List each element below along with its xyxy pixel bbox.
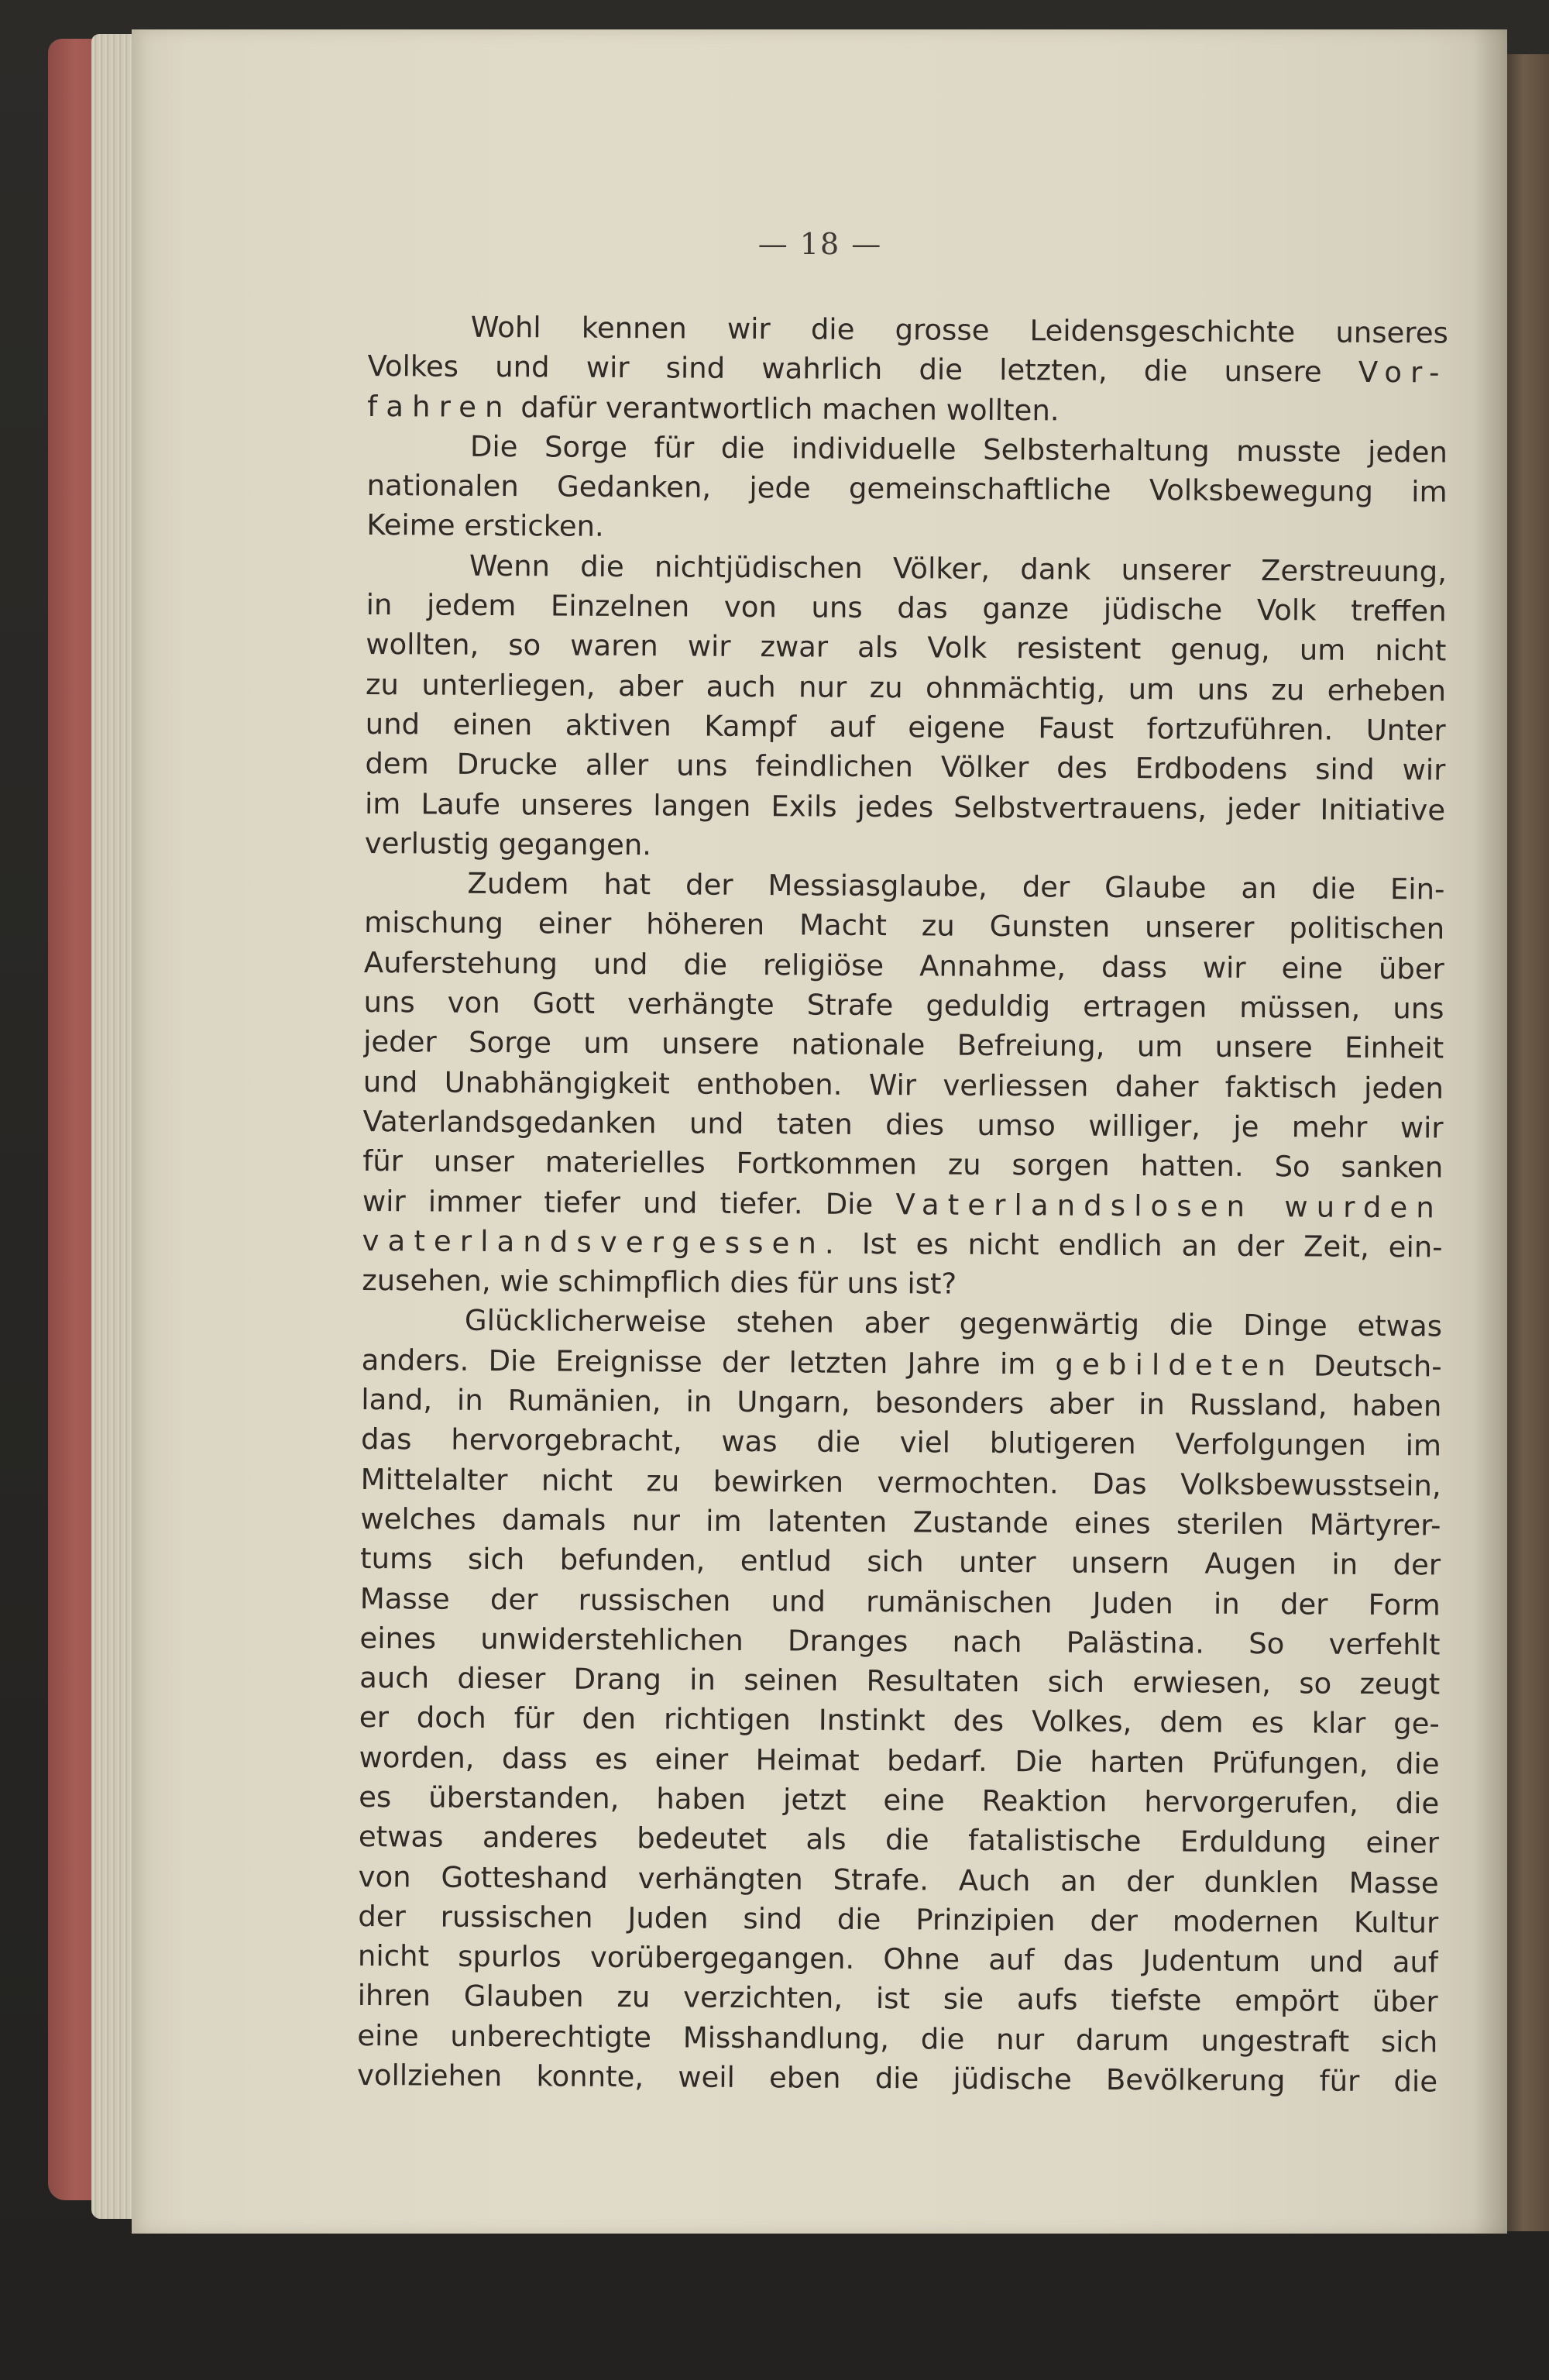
text-segment: Volkes und wir sind wahrlich die letzten, die unsere [367, 349, 1322, 389]
text-line: und einen aktiven Kampf auf eigene Faust fortzuführen. Unter [365, 707, 1446, 748]
text-line: verlustig gegangen. [364, 826, 652, 862]
text-line: uns von Gott verhängte Strafe geduldig ertragen müssen, uns [363, 985, 1444, 1026]
text-line: und Unabhängigkeit enthoben. Wir verliessen daher faktisch jeden [362, 1064, 1444, 1106]
text-line: ihren Glauben zu verzichten, ist sie aufs tiefste empört über [357, 1979, 1438, 2019]
text-line: land, in Rumänien, in Ungarn, besonders aber in Russland, haben [361, 1382, 1442, 1423]
text-line: er doch für den richtigen Instinkt des Volkes, dem es klar ge- [359, 1701, 1440, 1741]
spaced-word: Vaterlandslosen wurden [895, 1187, 1444, 1225]
text-line: Die Sorge für die individuelle Selbsterhaltung musste jeden [469, 429, 1448, 469]
text-line: das hervorgebracht, was die viel blutigeren Verfolgungen im [360, 1422, 1442, 1463]
text-line: Glücklicherweise stehen aber gegenwärtig die Dinge etwas [464, 1304, 1443, 1343]
spaced-word: fahren [367, 389, 512, 424]
text-line [367, 346, 1448, 393]
spaced-word: gebildeten [1055, 1347, 1294, 1383]
text-segment: dafür verantwortlich machen wollten. [520, 390, 1060, 428]
text-segment: Deutsch- [1313, 1349, 1442, 1384]
text-line: Wohl kennen wir die grosse Leidensgeschichte unseres [470, 310, 1448, 350]
text-line: auch dieser Drang in seinen Resultaten sich erwiesen, so zeugt [359, 1661, 1441, 1701]
text-line: etwas anderes bedeutet als die fatalistische Erduldung einer [358, 1820, 1440, 1860]
page-number: — 18 — [757, 227, 883, 261]
text-line [367, 387, 1448, 433]
text-line: vollziehen konnte, weil eben die jüdische Bevölkerung für die [356, 2058, 1438, 2099]
text-line: wollten, so waren wir zwar als Volk resistent genug, um nicht [366, 628, 1447, 668]
text-line: Masse der russischen und rumänischen Juden in der Form [359, 1581, 1441, 1622]
text-line: zu unterliegen, aber auch nur zu ohnmächtig, um uns zu erheben [365, 667, 1447, 708]
text-line: nationalen Gedanken, jede gemeinschaftliche Volksbewegung im [366, 469, 1448, 509]
text-line [362, 1181, 1443, 1228]
text-line: Mittelalter nicht zu bewirken vermochten. Das Volksbewusstsein, [360, 1462, 1441, 1503]
text-line: Keime ersticken. [366, 508, 604, 544]
spaced-word: Vor- [1358, 356, 1448, 390]
text-line: eine unberechtigte Misshandlung, die nur darum ungestraft sich [357, 2018, 1438, 2059]
text-line: es überstanden, haben jetzt eine Reaktion hervorgerufen, die [359, 1780, 1440, 1821]
text-line: im Laufe unseres langen Exils jedes Selbstvertrauens, jeder Initiative [364, 786, 1446, 827]
text-line: jeder Sorge um unsere nationale Befreiung, um unsere Einheit [363, 1025, 1444, 1065]
text-line: dem Drucke aller uns feindlichen Völker des Erdbodens sind wir [365, 747, 1446, 787]
text-line [362, 1340, 1442, 1387]
text-line: Vaterlandsgedanken und taten dies umso williger, je mehr wir [362, 1104, 1444, 1145]
gutter-shadow [1473, 29, 1507, 2234]
spaced-word: vaterlandsvergessen. [362, 1223, 843, 1261]
text-line [362, 1221, 1442, 1267]
text-segment: Ist es nicht endlich an der Zeit, ein- [861, 1226, 1443, 1264]
text-line: eines unwiderstehlichen Dranges nach Palästina. So verfehlt [359, 1621, 1441, 1662]
text-segment: wir immer tiefer und tiefer. Die [362, 1184, 874, 1221]
text-line: nicht spurlos vorübergegangen. Ohne auf das Judentum und auf [357, 1939, 1439, 1979]
text-line: welches damals nur im latenten Zustande eines sterilen Märtyrer- [360, 1501, 1441, 1543]
text-line: in jedem Einzelnen von uns das ganze jüdische Volk treffen [366, 588, 1447, 628]
text-line: Wenn die nichtjüdischen Völker, dank unserer Zerstreuung, [469, 549, 1448, 589]
body-text [357, 307, 1448, 2102]
text-line: mischung einer höheren Macht zu Gunsten unserer politischen [364, 906, 1445, 946]
text-segment: anders. Die Ereignisse der letzten Jahre im [361, 1343, 1036, 1381]
text-line: der russischen Juden sind die Prinzipien der modernen Kultur [358, 1899, 1439, 1940]
text-line: zusehen, wie schimpflich dies für uns ist? [362, 1264, 957, 1301]
text-line: von Gotteshand verhängten Strafe. Auch an der dunklen Masse [358, 1859, 1439, 1900]
text-line: für unser materielles Fortkommen zu sorgen hatten. So sanken [362, 1144, 1444, 1185]
text-line: Auferstehung und die religiöse Annahme, dass wir eine über [363, 945, 1444, 986]
text-line: worden, dass es einer Heimat bedarf. Die harten Prüfungen, die [359, 1740, 1440, 1781]
text-line: Zudem hat der Messiasglaube, der Glaube an die Ein- [467, 866, 1445, 906]
text-line: tums sich befunden, entlud sich unter unsern Augen in der [359, 1542, 1441, 1582]
book-spine-right [1507, 54, 1549, 2231]
